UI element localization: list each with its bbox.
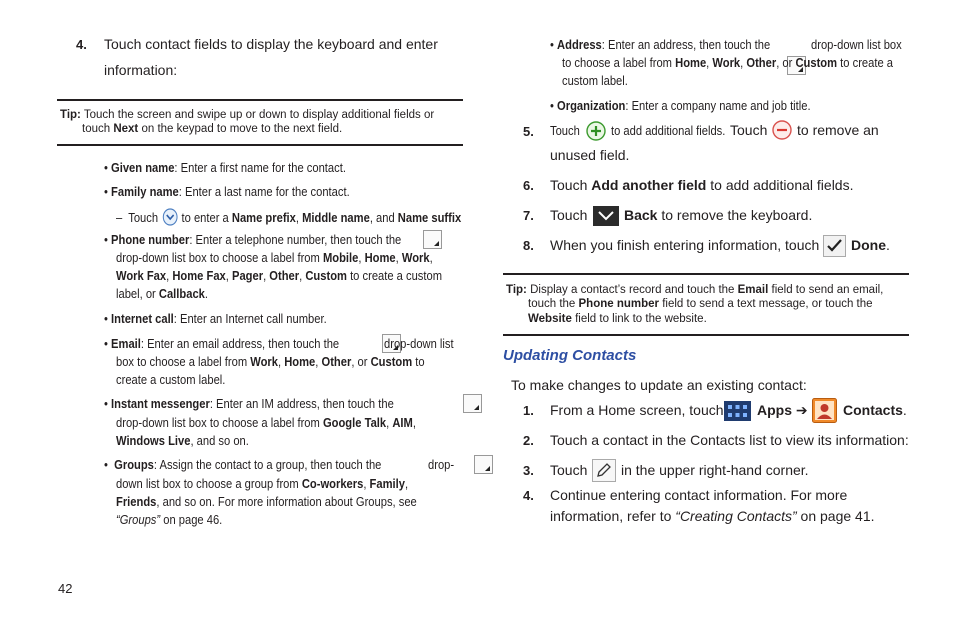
- sub-bullet-name-fields: – Touch to enter a Name prefix, Middle name, and Name suffix: [116, 208, 461, 231]
- step-text: to remove an: [797, 122, 879, 138]
- tip-rule-top: [503, 273, 909, 275]
- tip-rule-bottom: [503, 334, 909, 336]
- step-text: Apps ➔: [757, 402, 808, 418]
- step-text: in the upper right-hand corner.: [621, 462, 809, 478]
- tip-box: touch Next on the keypad to move to the next field.: [82, 123, 343, 135]
- step-text: Done.: [851, 237, 890, 253]
- step-text: Touch contact fields to display the keyboard and enter: [104, 36, 438, 52]
- bullet-internet-call: • Internet call: Enter an Internet call number.: [104, 311, 327, 326]
- done-check-icon: [823, 235, 846, 262]
- step-text: information:: [104, 62, 178, 78]
- step-number: 4.: [76, 37, 87, 52]
- step-text: Touch: [550, 462, 588, 478]
- step-text: When you finish entering information, touch: [550, 237, 820, 253]
- bullet-text: drop-: [428, 457, 455, 472]
- back-keyboard-icon: [593, 206, 619, 231]
- edit-pencil-icon: [592, 459, 616, 487]
- intro-text: To make changes to update an existing contact:: [511, 377, 807, 393]
- step-text: information, refer to “Creating Contacts” on page 41.: [550, 508, 875, 524]
- step-number: 6.: [523, 178, 534, 193]
- step-text: unused field.: [550, 147, 630, 163]
- bullet-email: • Email: Enter an email address, then touch the: [104, 336, 340, 351]
- tip-box: touch the Phone number field to send a text message, or touch the: [528, 298, 873, 310]
- bullet-text: box to choose a label from Work, Home, Other, or Custom to: [116, 354, 425, 369]
- bullet-text: Friends, and so on. For more information about Groups, see: [116, 494, 417, 509]
- step-text: Touch a contact in the Contacts list to view its information:: [550, 432, 909, 448]
- bullet-phone-number: • Phone number: Enter a telephone number, then touch the: [104, 232, 402, 247]
- step-number: 2.: [523, 433, 534, 448]
- remove-field-icon: [772, 120, 792, 145]
- bullet-text: “Groups” on page 46.: [116, 512, 223, 527]
- tip-rule-top: [57, 99, 463, 101]
- page-number: 42: [58, 581, 73, 596]
- tip-box: Website field to link to the website.: [528, 313, 707, 325]
- step-number: 8.: [523, 238, 534, 253]
- step-text: Continue entering contact information. For more: [550, 487, 848, 503]
- bullet-text: drop-down list box to choose a label from Mobile, Home, Work,: [116, 250, 433, 265]
- bullet-text: down list box to choose a group from Co-workers, Family,: [116, 476, 409, 491]
- add-field-icon: [586, 121, 606, 146]
- bullet-groups: • Groups: Assign the contact to a group, then touch the: [104, 457, 382, 472]
- step-number: 1.: [523, 403, 534, 418]
- contacts-icon: [812, 398, 837, 428]
- bullet-organization: • Organization: Enter a company name and job title.: [550, 98, 811, 113]
- step-text: From a Home screen, touch: [550, 402, 724, 418]
- dropdown-list-icon: [423, 230, 442, 249]
- bullet-text: drop-down list box: [811, 37, 902, 52]
- dropdown-list-icon: [463, 394, 482, 413]
- step-number: 5.: [523, 124, 534, 139]
- bullet-text: custom label.: [562, 73, 628, 88]
- bullet-text: drop-down list: [384, 336, 454, 351]
- bullet-text: create a custom label.: [116, 372, 226, 387]
- bullet-text: label, or Callback.: [116, 286, 209, 301]
- tip-box: Tip: Touch the screen and swipe up or down to display additional fields or: [60, 109, 435, 121]
- step-text: to add additional fields.: [611, 123, 726, 138]
- bullet-instant-messenger: • Instant messenger: Enter an IM address, then touch the: [104, 396, 394, 411]
- bullet-family-name: • Family name: Enter a last name for the contact.: [104, 184, 350, 199]
- section-heading: Updating Contacts: [503, 347, 637, 364]
- tip-box: Tip: Display a contact’s record and touch the Email field to send an email,: [506, 284, 884, 296]
- step-number: 7.: [523, 208, 534, 223]
- step-text: Touch: [550, 207, 588, 223]
- bullet-text: drop-down list box to choose a label from Google Talk, AIM,: [116, 415, 416, 430]
- step-text: Touch: [550, 123, 580, 138]
- step-text: Touch Add another field to add additional fields.: [550, 177, 854, 193]
- expand-chevron-icon: [161, 208, 178, 231]
- step-text: Contacts.: [843, 402, 907, 418]
- bullet-text: Windows Live, and so on.: [116, 433, 249, 448]
- bullet-text: to choose a label from Home, Work, Other, or Custom to create a: [562, 55, 894, 70]
- bullet-address: • Address: Enter an address, then touch the: [550, 37, 771, 52]
- step-number: 4.: [523, 488, 534, 503]
- bullet-given-name: • Given name: Enter a first name for the contact.: [104, 160, 346, 175]
- apps-icon: [724, 401, 751, 426]
- bullet-text: Work Fax, Home Fax, Pager, Other, Custom to create a custom: [116, 268, 443, 283]
- step-number: 3.: [523, 463, 534, 478]
- step-text: Touch: [730, 122, 768, 138]
- tip-rule-bottom: [57, 144, 463, 146]
- dropdown-list-icon: [474, 455, 493, 474]
- step-text: Back to remove the keyboard.: [624, 207, 813, 223]
